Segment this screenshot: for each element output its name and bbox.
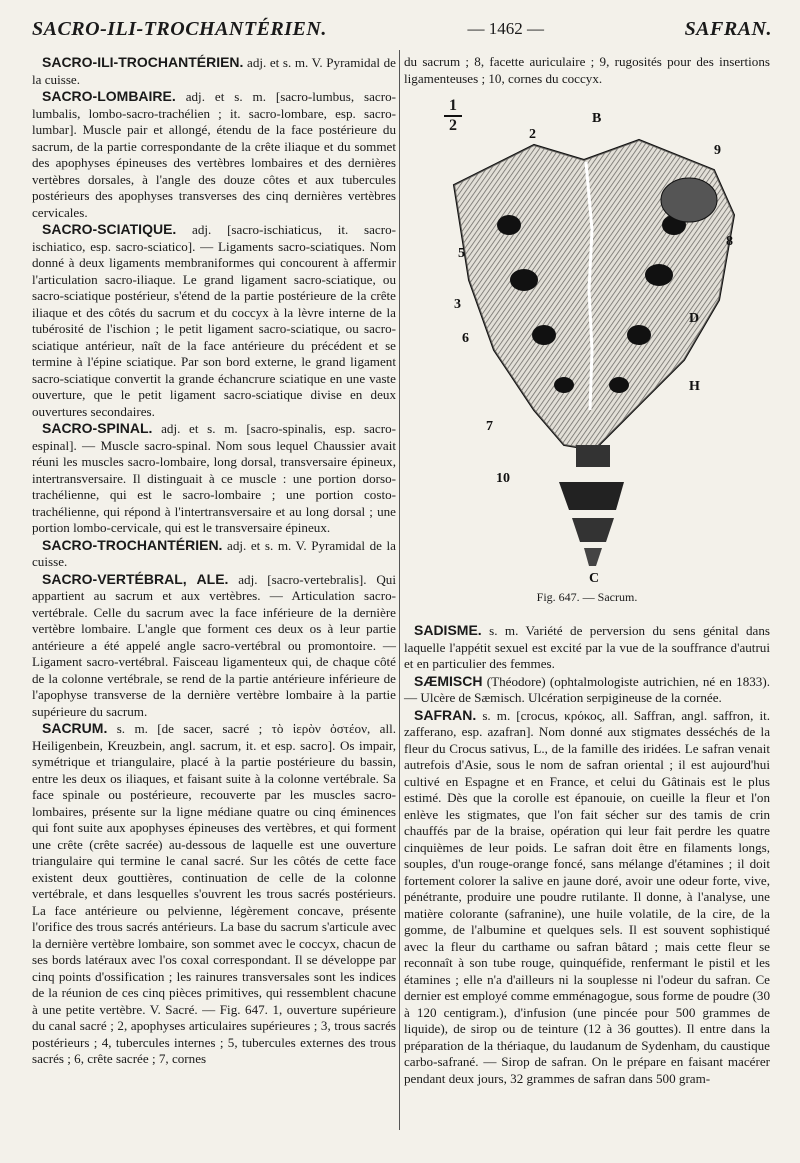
sacral-foramen — [532, 325, 556, 345]
entry-text: adj. et s. m. V. Pyramidal de la cuisse. — [32, 55, 396, 87]
label-2: 2 — [529, 127, 536, 142]
right-column-bottom — [404, 622, 770, 1087]
auricular-surface — [661, 178, 717, 222]
headword: SACRUM. — [42, 720, 108, 736]
sacrum-illustration — [414, 90, 760, 590]
entry-sacro-vertebral — [32, 571, 396, 721]
entry-text: adj. et s. m. [sacro-lumbus, sacro-lumbalis, lombo-sacro-trachélien ; it. sacro-lombare, esp. sacro-lumbar]. Muscle pair et allongé, étendu de la face postérieure du sacrum, de la partie correspondante de la crête iliaque et du sommet des apophyses épineuses des vertèbres lombaires et des dernières vertèbres dorsales, à l'angle des douze côtes et aux tubercules postérieurs des apophyses transverses des cinq dernières vertèbres cervicales. — [32, 89, 396, 220]
label-7: 7 — [486, 419, 493, 434]
entry-sacrum — [32, 720, 396, 1068]
sacral-foramen — [554, 377, 574, 393]
entry-sacro-spinal — [32, 420, 396, 537]
coccyx-segment — [584, 548, 602, 566]
left-column — [32, 54, 396, 1068]
running-header — [32, 14, 772, 44]
sacral-apex — [576, 445, 610, 467]
entry-sacro-lombaire — [32, 88, 396, 221]
entry-safran — [404, 707, 770, 1088]
coccyx-segment — [572, 518, 614, 542]
label-h: H — [689, 379, 700, 394]
headword: SACRO-SCIATIQUE. — [42, 221, 177, 237]
label-5: 5 — [458, 246, 465, 261]
label-d: D — [689, 311, 700, 326]
headword: SACRO-TROCHANTÉRIEN. — [42, 536, 223, 553]
headword: SÆMISCH — [414, 672, 483, 689]
label-10: 10 — [496, 471, 510, 486]
entry-saemisch — [404, 673, 770, 707]
label-c: C — [589, 571, 600, 586]
headword: SACRO-SPINAL. — [42, 420, 153, 436]
sacral-foramen — [645, 264, 673, 286]
entry-sacro-sciatique — [32, 221, 396, 420]
headword: SADISME. — [414, 622, 482, 638]
coccyx-segment — [559, 482, 624, 510]
label-b: B — [592, 111, 602, 126]
entry-sadisme — [404, 622, 770, 673]
fraction-denominator: 2 — [449, 116, 457, 134]
header-right-word: SAFRAN. — [684, 17, 772, 40]
entry-text: s. m. [crocus, κρόκος, all. Saffran, angl. saffron, it. zafferano, esp. azafran]. Nom donné aux stigmates desséchés de la fleur du Crocus sativus, L., de la famille des iridées. Le safran venait autrefois d'Asie, sous le nom de safran oriental ; il est aujourd'hui cultivé en Espagne et en France, et celui du Gâtinais est le plus estimé. Dès que la corolle est épanouie, on cueille la fleur et l'on enlève les stigmates, que l'on fait sécher sur des tamis de crin chauffés par de la braise, opération qui leur fait perdre les quatre cinquièmes de leur poids. Le safran doit être en filaments longs, souples, d'un rouge-orange foncé, sans mélange d'étamines ; il doit fortement colorer la salive en jaune doré, avoir une odeur forte, vive, pénétrante, produire une poudre rutilante. Il donne, à l'analyse, une matière colorante (safranine), une huile volatile, de la cire, de la gomme, de l'albumine et quelques sels. Il est souvent sophistiqué avec la fleur du carthame ou safran bâtard ; mais cette fleur se reconnaît à son tube rouge, quinquéfide, renfermant le pistil et les étamines ; elle n'a d'ailleurs ni la souplesse ni l'odeur du safran. Ce dernier est employé comme emménagogue, sous forme de poudre (30 à 120 centigram.), d'infusion (une pincée pour 500 grammes de liquide), de sirop ou de teinture (12 à 36 gouttes). Il entre dans la préparation de la thériaque, du laudanum de Sydenham, du caustique carbo-safrané. — Sirop de safran. On le prépare en faisant macérer pendant deux jours, 32 grammes de safran dans 500 gram- — [404, 707, 770, 1086]
entry-text: adj. [sacro-vertebralis]. Qui appartient au sacrum et aux vertèbres. — Articulation sacro-vertébrale. Celle du sacrum avec la face inférieure de la dernière vertèbre lombaire. L'angle que forment ces deux os à leur partie antérieure a été appelé angle sacro-vertébral ou promontoire. — Ligament sacro-vertébral. Faisceau ligamenteux qui, de chaque côté de la colonne vertébrale, se rend de la partie antérieure inférieure de l'apophyse transverse de la dernière vertèbre lombaire à la partie supérieure du sacrum. — [32, 571, 396, 719]
label-3: 3 — [454, 297, 461, 312]
sacrum-continued-text: du sacrum ; 8, facette auriculaire ; 9, rugosités pour des insertions ligamenteuses ; 10, cornes du coccyx. — [404, 54, 770, 86]
fraction-numerator: 1 — [449, 97, 457, 114]
entry-text: adj. [sacro-ischiaticus, it. sacro-ischiatico, esp. sacro-sciatico]. — Ligaments sacro-sciatiques. Nom donné à deux ligaments membraniformes qui concourent à affermir l'articulation sacro-iliaque. Le grand ligament sacro-sciatique, ou sacro-sciatique postérieur, s'étend de la partie postérieure de la crête iliaque et des côtés du sacrum et du coccyx à la lèvre interne de la tubérosité de l'ischion ; le petit ligament sacro-sciatique, ou sacro-sciatique antérieur, naît de la face antérieure du précédent et se termine à l'épine sciatique. Par son bord externe, le grand ligament sacro-sciatique convertit la grande échancrure sciatique en une vaste ouverture, que le petit ligament sacro-sciatique divise en deux ouvertures secondaires. — [32, 222, 396, 419]
column-divider — [399, 50, 400, 1130]
entry-text: (Théodore) (ophtalmologiste autrichien, né en 1833). — Ulcère de Sæmisch. Ulcération serpigineuse de la cornée. — [404, 673, 770, 705]
right-column-top — [404, 54, 770, 87]
sacral-foramen — [609, 377, 629, 393]
entry-text: adj. et s. m. V. Pyramidal de la cuisse. — [32, 537, 396, 569]
sacral-foramen — [497, 215, 521, 235]
entry-sacro-trochanterien — [32, 537, 396, 571]
page-number: — 1462 — — [467, 19, 544, 38]
entry-text: adj. et s. m. [sacro-spinalis, esp. sacro-espinal]. — Muscle sacro-spinal. Nom sous lequel Chaussier avait réuni les muscles sacro-lombaire, long dorsal, transversaire épineux, intertransversaire. Il distinguait à ce muscle : une portion dorso-trachélienne, qui est le sacro-lombaire ; une portion costo-trachélienne, qui répond à l'intertransversaire et au long dorsal ; une portion lombo-cervicale, qui est le transversaire épineux. — [32, 421, 396, 535]
entry-sacro-ili-trochanterien — [32, 54, 396, 88]
headword: SAFRAN. — [414, 706, 477, 723]
entry-text: s. m. Variété de perversion du sens génital dans laquelle l'appétit sexuel est excité par la vue de la souffrance d'autrui et en particulier des femmes. — [404, 623, 770, 671]
headword: SACRO-VERTÉBRAL, ALE. — [42, 570, 229, 587]
sacral-foramen — [627, 325, 651, 345]
entry-text: s. m. [de sacer, sacré ; τὸ ἱερὸν ὀστέον, all. Heiligenbein, Kreuzbein, angl. sacrum, it. et esp. sacro]. Os impair, symétrique et triangulaire, placé à la partie postérieure du bassin, entre les deux os iliaques, et faisant suite à la colonne vertébrale. Sa face spinale ou postérieure, recouverte par les muscles sacro-lombaires, présente sur la ligne médiane quatre ou cinq éminences qui font suite aux apophyses épineuses des vertèbres, et qui forment une crête (crête sacrée) au-dessous de laquelle est une ouverture triangulaire qui termine le canal sacré. Sur les côtés de cette face existent deux gouttières, continuation de celle de la colonne vertébrale, et dans lesquelles s'ouvrent les trous sacrés postérieurs. La face antérieure ou pelvienne, légèrement concave, présente l'orifice des trous sacrés antérieurs. La base du sacrum s'articule avec la dernière vertèbre lombaire, son sommet avec le coccyx, chacun de ses bords latéraux avec l'os coxal correspondant. Il se développe par cinq points d'ossification ; les rainures transversales sont les indices de la réunion de ces cinq pièces primitives, qui ressemblent chacune à une petite vertèbre. V. Sacré. — Fig. 647. 1, ouverture supérieure du canal sacré ; 2, apophyses articulaires supérieures ; 3, trous sacrés postérieurs ; 4, tubercules internes ; 5, tubercules externes des trous sacrés ; 6, crête sacrée ; 7, cornes — [32, 721, 396, 1066]
label-8: 8 — [726, 234, 733, 249]
headword: SACRO-ILI-TROCHANTÉRIEN. — [42, 54, 244, 70]
sacral-foramen — [510, 269, 538, 291]
label-6: 6 — [462, 331, 469, 346]
headword: SACRO-LOMBAIRE. — [42, 88, 176, 104]
label-9: 9 — [714, 143, 721, 158]
figure-caption: Fig. 647. — Sacrum. — [536, 590, 638, 604]
header-left-word: SACRO-ILI-TROCHANTÉRIEN. — [32, 17, 327, 40]
